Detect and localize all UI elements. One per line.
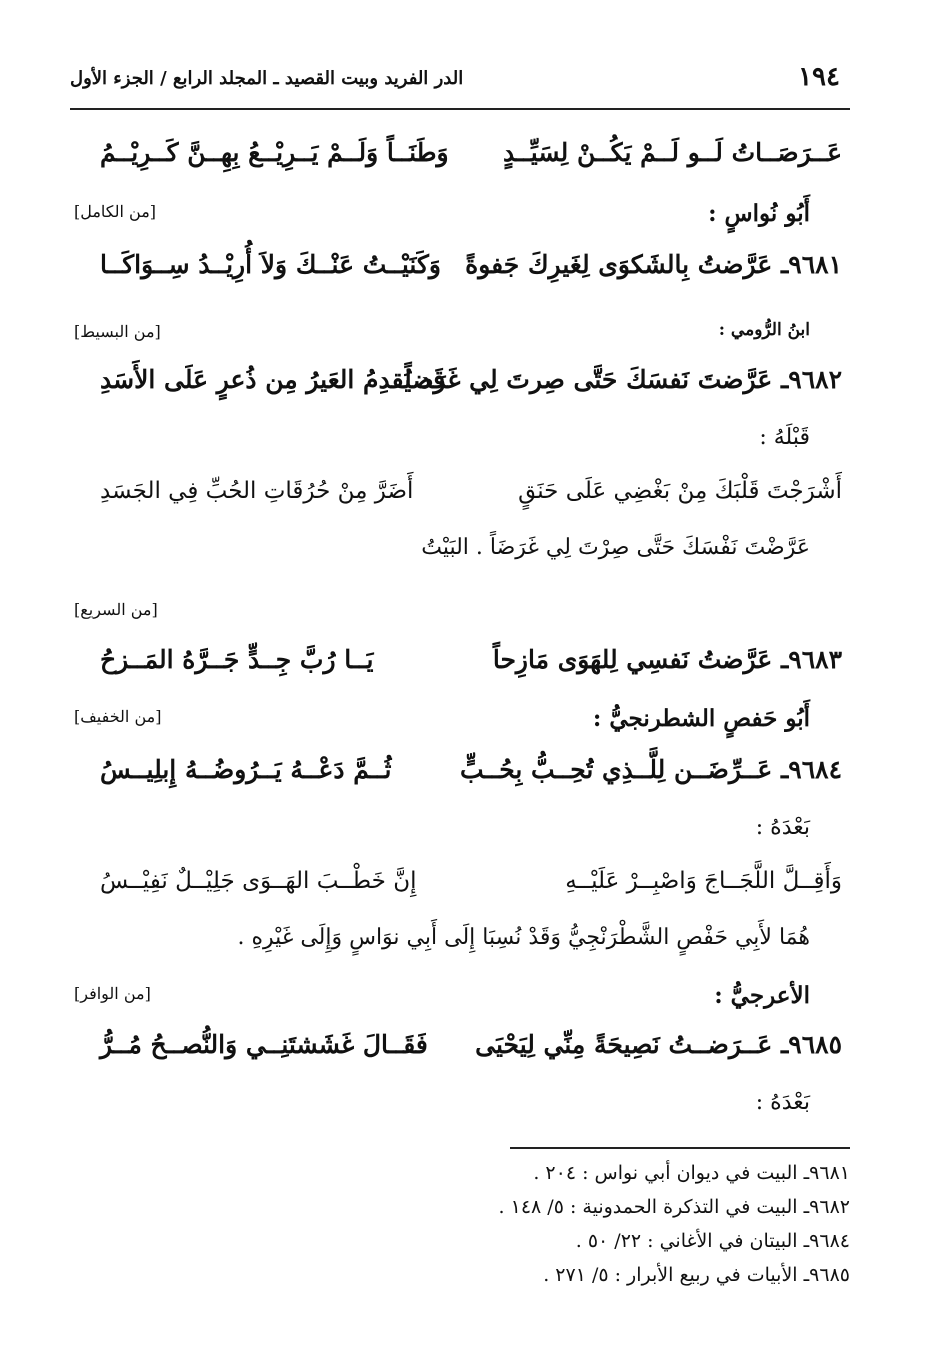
meter-label: [من الخفيف] bbox=[74, 707, 162, 726]
verse-line bbox=[70, 868, 850, 908]
second-hemistich: أَضَرَّ مِنْ حُرُقَاتِ الحُبِّ فِي الجَسَدِ bbox=[100, 478, 414, 504]
second-hemistich: قَد يُقدِمُ العَيرُ مِن ذُعرٍ عَلَى الأَسَدِ bbox=[100, 365, 446, 394]
note-line bbox=[70, 535, 850, 569]
verse-line bbox=[70, 250, 850, 290]
first-hemistich: عَــرَصَــاتُ لَــو لَــمْ يَكُــنْ لِسَيِّــدٍ bbox=[503, 138, 842, 167]
second-hemistich: وَكَنَيْــتُ عَنْــكَ وَلاَ أُرِيْــدُ سِــوَاكَــا bbox=[100, 250, 441, 279]
footnote-divider bbox=[510, 1147, 850, 1149]
footnote bbox=[70, 1230, 850, 1260]
meter-label: [من الوافر] bbox=[74, 984, 151, 1003]
first-hemistich: ٩٦٨٥ـ عَــرَضــتُ نَصِيحَةً مِنِّي لِيَحْيَى bbox=[475, 1030, 842, 1059]
book-page bbox=[70, 50, 850, 1320]
note-text: قَبْلَهُ : bbox=[759, 425, 810, 450]
note-text: بَعْدَهُ : bbox=[755, 815, 810, 840]
first-hemistich: أَشْرَجْتَ قَلْبَكَ مِنْ بَغْضِي عَلَى حَنَقٍ bbox=[518, 478, 842, 504]
meter-label: [من السريع] bbox=[74, 600, 158, 619]
poet-name: أَبُو حَفصٍ الشطرنجيُّ : bbox=[592, 705, 810, 732]
second-hemistich: إِنَّ خَطْــبَ الهَــوَى جَلِيْــلٌ نَفِيْــسُ bbox=[100, 868, 417, 894]
verse-line bbox=[70, 755, 850, 795]
footnote bbox=[70, 1196, 850, 1226]
second-hemistich: فَقَــالَ غَشَشتَنِــي وَالنُّصــحُ مُــرُّ bbox=[100, 1030, 428, 1059]
footnote-text: ٩٦٨١ـ البيت في ديوان أبي نواس : ٢٠٤ . bbox=[533, 1162, 850, 1184]
footnote-text: ٩٦٨٥ـ الأبيات في ربيع الأبرار : ٥/ ٢٧١ . bbox=[543, 1264, 850, 1286]
poet-name: ابنُ الرُّومي : bbox=[718, 320, 810, 340]
note-text: عَرَّضْتَ نَفْسَكَ حَتَّى صِرْتَ لِي غَرَضَاً . البَيْتُ bbox=[421, 535, 810, 560]
poet-heading bbox=[70, 982, 850, 1018]
footnote bbox=[70, 1162, 850, 1192]
poet-name: الأعرجيُّ : bbox=[714, 982, 810, 1009]
poet-heading bbox=[70, 200, 850, 236]
note-line bbox=[70, 425, 850, 459]
page-header bbox=[70, 62, 850, 98]
verse-line bbox=[70, 478, 850, 518]
first-hemistich: ٩٦٨٢ـ عَرَّضتَ نَفسَكَ حَتَّى صِرتَ لِي غَرَضاً bbox=[404, 365, 842, 394]
footnote-text: ٩٦٨٤ـ البيتان في الأغاني : ٢٢/ ٥٠ . bbox=[575, 1230, 850, 1252]
note-text: هُمَا لأَبِي حَفْصٍ الشَّطْرَنْجِيُّ وَقَدْ نُسِبَا إِلَى أَبِي نوَاسٍ وَإِلَى غَيْرِهِ . bbox=[237, 925, 810, 950]
first-hemistich: وَأَقِــلَّ اللَّجَــاجَ وَاصْبِــرْ عَلَيْــهِ bbox=[565, 868, 842, 894]
second-hemistich: وَطَنَــاً وَلَــمْ يَــرِيْــعُ بِهِــنَّ كَــرِيْــمُ bbox=[100, 138, 449, 167]
verse-line bbox=[70, 645, 850, 685]
first-hemistich: ٩٦٨٤ـ عَــرِّضَــن لِلَّــذِي تُحِــبُّ بِحُــبٍّ bbox=[460, 755, 842, 784]
page-number: ١٩٤ bbox=[798, 62, 840, 92]
second-hemistich: يَــا رُبَّ جِــدٍّ جَــرَّهُ المَــزحُ bbox=[100, 645, 374, 674]
footnote-text: ٩٦٨٢ـ البيت في التذكرة الحمدونية : ٥/ ١٤٨ . bbox=[498, 1196, 850, 1218]
note-line bbox=[70, 815, 850, 849]
second-hemistich: ثُــمَّ دَعْــهُ يَــرُوضُــهُ إِبلِيــسُ bbox=[100, 755, 392, 784]
verse-line bbox=[70, 138, 850, 178]
first-hemistich: ٩٦٨١ـ عَرَّضتُ بِالشَكوَى لِغَيرِكَ جَفوةً bbox=[465, 250, 842, 279]
running-title: الدر الفريد وبيت القصيد ـ المجلد الرابع / الجزء الأول bbox=[70, 68, 464, 89]
poet-name: أَبُو نُواسٍ : bbox=[708, 200, 810, 227]
meter-label: [من البسيط] bbox=[74, 322, 161, 341]
poet-heading bbox=[70, 705, 850, 741]
note-line bbox=[70, 925, 850, 959]
note-line bbox=[70, 1090, 850, 1124]
verse-line bbox=[70, 365, 850, 405]
poet-heading bbox=[70, 598, 850, 634]
footnote bbox=[70, 1264, 850, 1294]
poet-heading bbox=[70, 320, 850, 356]
meter-label: [من الكامل] bbox=[74, 202, 157, 221]
note-text: بَعْدَهُ : bbox=[755, 1090, 810, 1115]
first-hemistich: ٩٦٨٣ـ عَرَّضتُ نَفسِي لِلهَوَى مَازِحاً bbox=[492, 645, 842, 674]
verse-line bbox=[70, 1030, 850, 1070]
header-divider bbox=[70, 108, 850, 110]
